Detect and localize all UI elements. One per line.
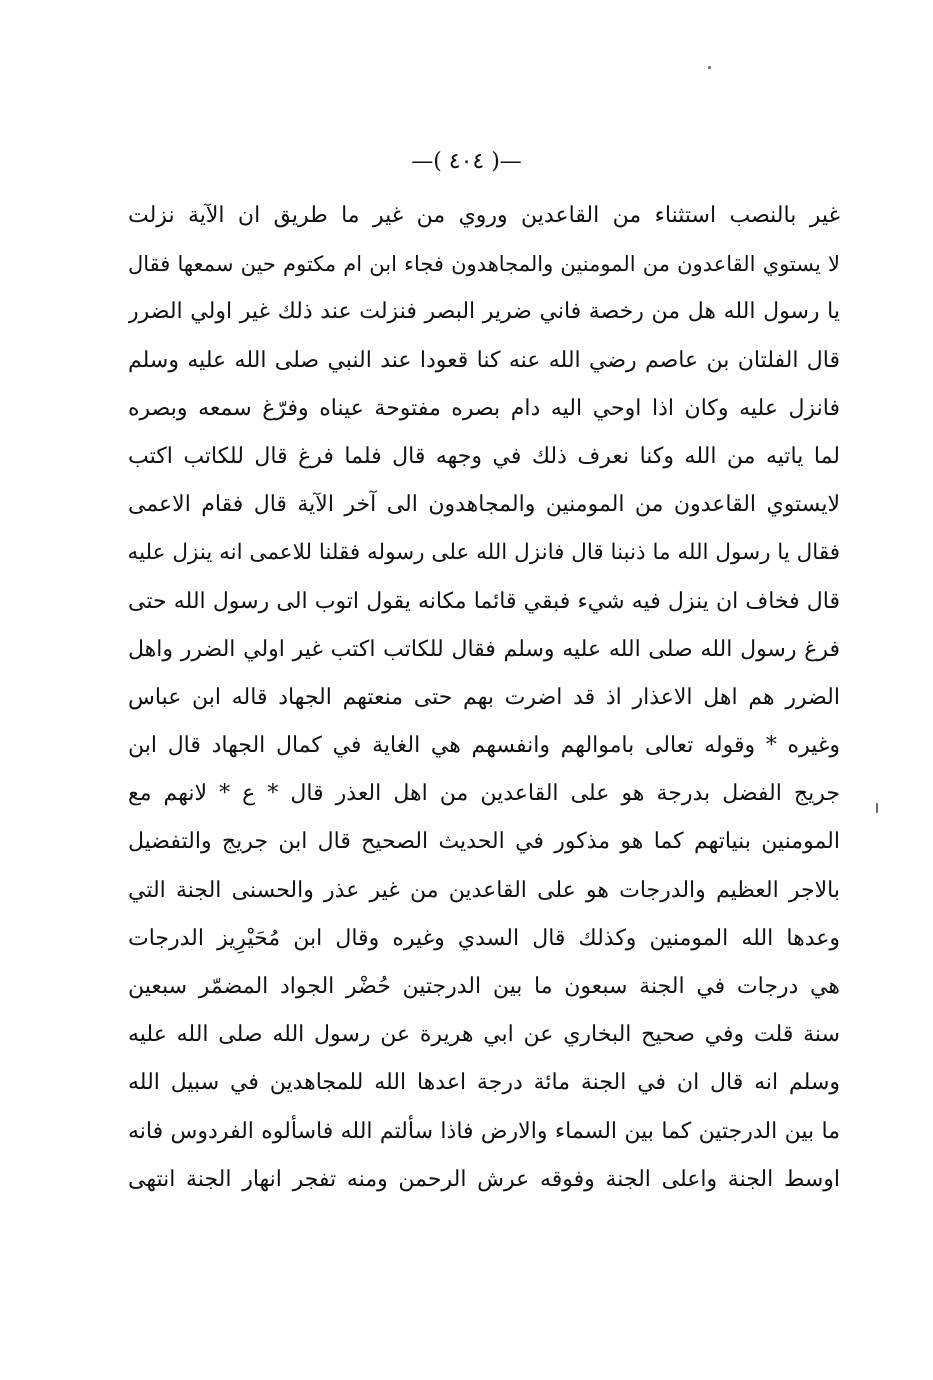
text-line: لما ياتيه من الله وكنا نعرف ذلك في وجهه قال فلما فرغ قال للكاتب اكتب xyxy=(128,443,840,469)
text-line: بالاجر العظيم والدرجات هو على القاعدين من غير عذر والحسنى الجنة التي xyxy=(128,877,840,903)
text-line: يا رسول الله هل من رخصة فاني ضرير البصر فنزلت عند ذلك غير اولي الضرر xyxy=(128,299,840,325)
text-line: اوسط الجنة واعلى الجنة وفوقه عرش الرحمن ومنه تفجر انهار الجنة انتهى xyxy=(128,1166,840,1192)
text-line: غير بالنصب استثناء من القاعدين وروي من غير ما طريق ان الآية نزلت xyxy=(128,203,840,228)
text-line: لايستوي القاعدون من المومنين والمجاهدون الى آخر الآية قال فقام الاعمى xyxy=(128,492,840,518)
text-line: المومنين بنياتهم كما هو مذكور في الحديث الصحيح قال ابن جريج والتفضيل xyxy=(128,829,840,855)
text-line: وغيره * وقوله تعالى باموالهم وانفسهم هي الغاية في كمال الجهاد قال ابن xyxy=(128,733,840,759)
text-line: لا يستوي القاعدون من المومنين والمجاهدون فجاء ابن ام مكتوم حين سمعها فقال xyxy=(128,252,840,277)
body-text xyxy=(128,192,840,1204)
paper-speck xyxy=(708,66,711,69)
text-line: سنة قلت وفي صحيح البخاري عن ابي هريرة عن رسول الله صلى الله عليه xyxy=(128,1022,840,1048)
text-line: ما بين الدرجتين كما بين السماء والارض فاذا سألتم الله فاسألوه الفردوس فانه xyxy=(128,1118,840,1144)
text-line: فرغ رسول الله صلى الله عليه وسلم فقال للكاتب اكتب غير اولي الضرر واهل xyxy=(128,636,840,662)
text-line: جريج الفضل بدرجة هو على القاعدين من اهل العذر قال * ع * لانهم مع xyxy=(128,781,840,807)
text-line: هي درجات في الجنة سبعون ما بين الدرجتين حُضْر الجواد المضمّر سبعين xyxy=(128,974,840,999)
text-line: وعدها الله المومنين وكذلك قال السدي وغيره وقال ابن مُحَيْرِيز الدرجات xyxy=(128,925,840,951)
page-number: —( ٤٠٤ )— xyxy=(411,149,522,174)
text-line: فانزل عليه وكان اذا اوحي اليه دام بصره مفتوحة عيناه وفرّغ سمعه وبصره xyxy=(128,395,840,421)
text-line: قال الفلتان بن عاصم رضي الله عنه كنا قعودا عند النبي صلى الله عليه وسلم xyxy=(128,347,840,373)
text-line: الضرر هم اهل الاعذار اذ قد اضرت بهم حتى منعتهم الجهاد قاله ابن عباس xyxy=(128,684,840,710)
paper-speck xyxy=(876,803,878,813)
text-line: فقال يا رسول الله ما ذنبنا قال فانزل الله على رسوله فقلنا للاعمى انه ينزل عليه xyxy=(128,540,840,566)
text-line: وسلم انه قال ان في الجنة مائة درجة اعدها الله للمجاهدين في سبيل الله xyxy=(128,1070,840,1096)
text-line: قال فخاف ان ينزل فيه شيء فبقي قائما مكانه يقول اتوب الى رسول الله حتى xyxy=(128,588,840,614)
